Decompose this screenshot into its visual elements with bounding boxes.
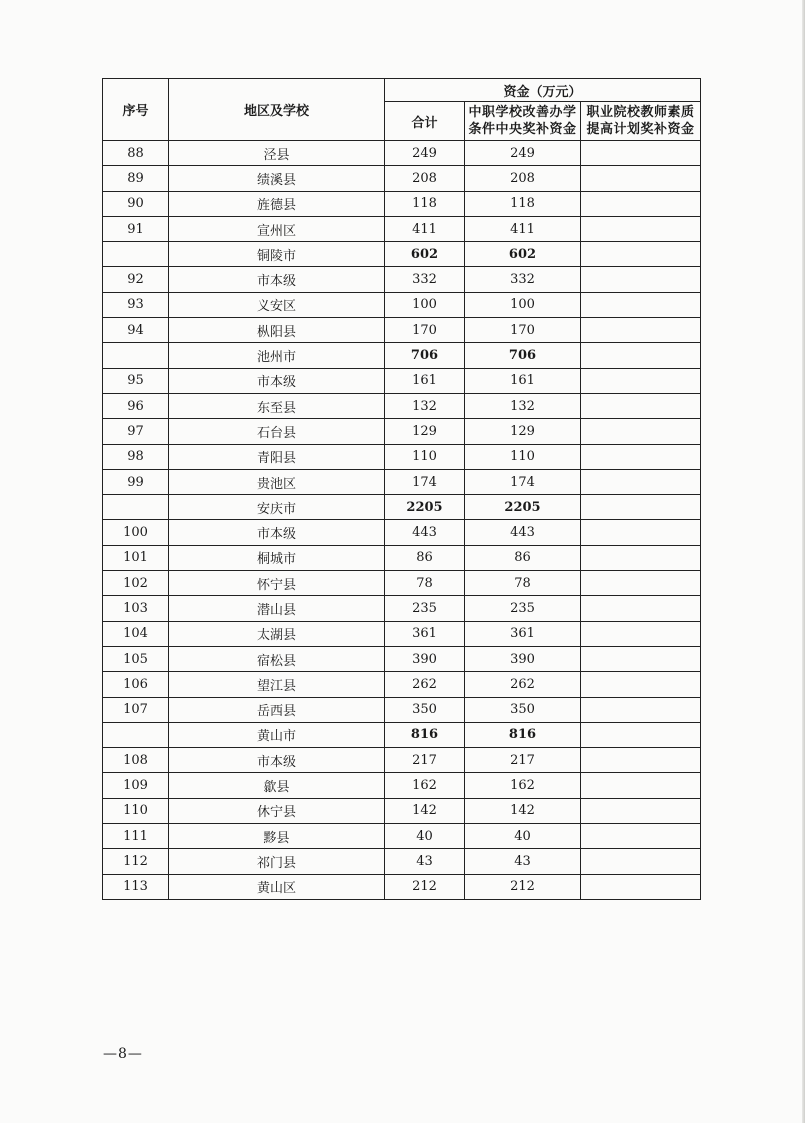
cell-school-name: 岳西县	[169, 697, 385, 722]
cell-central-award: 100	[465, 292, 581, 317]
cell-teacher-award	[581, 520, 701, 545]
cell-seq: 88	[103, 141, 169, 166]
cell-seq	[103, 722, 169, 747]
cell-total: 350	[385, 697, 465, 722]
cell-total: 816	[385, 722, 465, 747]
cell-school-name: 怀宁县	[169, 571, 385, 596]
cell-seq: 111	[103, 824, 169, 849]
table-row	[103, 469, 701, 494]
cell-central-award: 816	[465, 722, 581, 747]
table-row	[103, 368, 701, 393]
table-row	[103, 216, 701, 241]
cell-central-award: 208	[465, 166, 581, 191]
table-row	[103, 798, 701, 823]
cell-central-award: 390	[465, 646, 581, 671]
cell-central-award: 235	[465, 596, 581, 621]
cell-central-award: 2205	[465, 495, 581, 520]
cell-school-name: 绩溪县	[169, 166, 385, 191]
cell-school-name: 石台县	[169, 419, 385, 444]
cell-school-name: 望江县	[169, 672, 385, 697]
cell-teacher-award	[581, 621, 701, 646]
table-row	[103, 444, 701, 469]
cell-teacher-award	[581, 824, 701, 849]
table-body	[103, 141, 701, 900]
cell-teacher-award	[581, 798, 701, 823]
cell-school-name: 青阳县	[169, 444, 385, 469]
cell-teacher-award	[581, 368, 701, 393]
funding-table	[102, 78, 701, 900]
cell-teacher-award	[581, 216, 701, 241]
cell-teacher-award	[581, 267, 701, 292]
cell-total: 443	[385, 520, 465, 545]
cell-city-name: 铜陵市	[169, 242, 385, 267]
cell-total: 235	[385, 596, 465, 621]
cell-teacher-award	[581, 596, 701, 621]
cell-teacher-award	[581, 874, 701, 899]
cell-total: 390	[385, 646, 465, 671]
header-teacher-award: 职业院校教师素质提高计划奖补资金	[581, 102, 701, 141]
header-total: 合计	[385, 102, 465, 141]
cell-city-name: 黄山市	[169, 722, 385, 747]
table-row	[103, 571, 701, 596]
cell-seq: 103	[103, 596, 169, 621]
cell-seq: 105	[103, 646, 169, 671]
cell-school-name: 贵池区	[169, 469, 385, 494]
cell-central-award: 217	[465, 748, 581, 773]
cell-teacher-award	[581, 191, 701, 216]
header-central-award: 中职学校改善办学条件中央奖补资金	[465, 102, 581, 141]
cell-school-name: 黟县	[169, 824, 385, 849]
cell-seq: 89	[103, 166, 169, 191]
cell-central-award: 411	[465, 216, 581, 241]
cell-total: 132	[385, 393, 465, 418]
table-row	[103, 141, 701, 166]
cell-seq: 102	[103, 571, 169, 596]
cell-central-award: 706	[465, 343, 581, 368]
cell-seq: 93	[103, 292, 169, 317]
cell-total: 212	[385, 874, 465, 899]
cell-total: 249	[385, 141, 465, 166]
cell-school-name: 市本级	[169, 748, 385, 773]
cell-central-award: 129	[465, 419, 581, 444]
cell-teacher-award	[581, 748, 701, 773]
cell-seq: 101	[103, 545, 169, 570]
cell-teacher-award	[581, 773, 701, 798]
cell-teacher-award	[581, 672, 701, 697]
cell-seq: 112	[103, 849, 169, 874]
cell-teacher-award	[581, 242, 701, 267]
cell-central-award: 118	[465, 191, 581, 216]
cell-school-name: 宿松县	[169, 646, 385, 671]
cell-central-award: 174	[465, 469, 581, 494]
cell-central-award: 262	[465, 672, 581, 697]
table-row	[103, 646, 701, 671]
header-seq: 序号	[103, 79, 169, 141]
city-subtotal-row	[103, 242, 701, 267]
cell-total: 40	[385, 824, 465, 849]
cell-central-award: 43	[465, 849, 581, 874]
cell-total: 43	[385, 849, 465, 874]
cell-central-award: 249	[465, 141, 581, 166]
cell-central-award: 132	[465, 393, 581, 418]
table-row	[103, 874, 701, 899]
cell-teacher-award	[581, 722, 701, 747]
cell-total: 208	[385, 166, 465, 191]
cell-central-award: 602	[465, 242, 581, 267]
cell-seq: 92	[103, 267, 169, 292]
table-row	[103, 520, 701, 545]
table-row	[103, 419, 701, 444]
cell-total: 2205	[385, 495, 465, 520]
cell-central-award: 110	[465, 444, 581, 469]
cell-teacher-award	[581, 166, 701, 191]
cell-total: 411	[385, 216, 465, 241]
cell-teacher-award	[581, 646, 701, 671]
cell-seq: 99	[103, 469, 169, 494]
table-row	[103, 748, 701, 773]
cell-total: 217	[385, 748, 465, 773]
cell-central-award: 170	[465, 318, 581, 343]
cell-school-name: 太湖县	[169, 621, 385, 646]
cell-city-name: 池州市	[169, 343, 385, 368]
table-row	[103, 621, 701, 646]
table-row	[103, 697, 701, 722]
cell-central-award: 78	[465, 571, 581, 596]
cell-teacher-award	[581, 469, 701, 494]
cell-school-name: 宣州区	[169, 216, 385, 241]
cell-total: 170	[385, 318, 465, 343]
cell-seq	[103, 495, 169, 520]
cell-seq: 106	[103, 672, 169, 697]
cell-teacher-award	[581, 318, 701, 343]
cell-seq: 113	[103, 874, 169, 899]
cell-school-name: 潜山县	[169, 596, 385, 621]
cell-total: 706	[385, 343, 465, 368]
cell-teacher-award	[581, 849, 701, 874]
cell-total: 129	[385, 419, 465, 444]
cell-seq: 95	[103, 368, 169, 393]
header-funds: 资金（万元）	[385, 79, 701, 102]
cell-teacher-award	[581, 393, 701, 418]
cell-total: 174	[385, 469, 465, 494]
cell-seq: 110	[103, 798, 169, 823]
cell-seq: 97	[103, 419, 169, 444]
cell-teacher-award	[581, 419, 701, 444]
table-row	[103, 393, 701, 418]
header-region-school: 地区及学校	[169, 79, 385, 141]
cell-teacher-award	[581, 697, 701, 722]
cell-seq: 107	[103, 697, 169, 722]
cell-central-award: 332	[465, 267, 581, 292]
cell-school-name: 泾县	[169, 141, 385, 166]
cell-total: 142	[385, 798, 465, 823]
cell-school-name: 义安区	[169, 292, 385, 317]
cell-school-name: 旌德县	[169, 191, 385, 216]
cell-school-name: 市本级	[169, 520, 385, 545]
city-subtotal-row	[103, 343, 701, 368]
cell-total: 161	[385, 368, 465, 393]
cell-total: 361	[385, 621, 465, 646]
table-row	[103, 545, 701, 570]
cell-school-name: 市本级	[169, 267, 385, 292]
cell-school-name: 休宁县	[169, 798, 385, 823]
cell-central-award: 86	[465, 545, 581, 570]
cell-seq: 98	[103, 444, 169, 469]
cell-seq: 109	[103, 773, 169, 798]
cell-school-name: 祁门县	[169, 849, 385, 874]
page-number: —8—	[103, 1046, 143, 1062]
cell-seq	[103, 343, 169, 368]
cell-teacher-award	[581, 141, 701, 166]
cell-central-award: 142	[465, 798, 581, 823]
cell-central-award: 162	[465, 773, 581, 798]
table-row	[103, 596, 701, 621]
cell-city-name: 安庆市	[169, 495, 385, 520]
cell-school-name: 东至县	[169, 393, 385, 418]
cell-school-name: 黄山区	[169, 874, 385, 899]
cell-seq: 104	[103, 621, 169, 646]
cell-total: 100	[385, 292, 465, 317]
cell-seq: 91	[103, 216, 169, 241]
cell-seq: 94	[103, 318, 169, 343]
table-row	[103, 292, 701, 317]
table-row	[103, 773, 701, 798]
table-row	[103, 824, 701, 849]
cell-seq: 100	[103, 520, 169, 545]
cell-seq: 90	[103, 191, 169, 216]
cell-central-award: 443	[465, 520, 581, 545]
cell-teacher-award	[581, 292, 701, 317]
city-subtotal-row	[103, 722, 701, 747]
cell-central-award: 161	[465, 368, 581, 393]
cell-central-award: 350	[465, 697, 581, 722]
cell-school-name: 市本级	[169, 368, 385, 393]
table-row	[103, 166, 701, 191]
cell-seq: 108	[103, 748, 169, 773]
cell-seq: 96	[103, 393, 169, 418]
cell-teacher-award	[581, 444, 701, 469]
cell-teacher-award	[581, 343, 701, 368]
cell-total: 78	[385, 571, 465, 596]
table-row	[103, 267, 701, 292]
table-row	[103, 672, 701, 697]
cell-total: 86	[385, 545, 465, 570]
cell-teacher-award	[581, 545, 701, 570]
cell-total: 332	[385, 267, 465, 292]
cell-total: 602	[385, 242, 465, 267]
city-subtotal-row	[103, 495, 701, 520]
cell-total: 262	[385, 672, 465, 697]
cell-central-award: 40	[465, 824, 581, 849]
cell-total: 118	[385, 191, 465, 216]
cell-central-award: 361	[465, 621, 581, 646]
cell-total: 162	[385, 773, 465, 798]
header-row-1	[103, 79, 701, 102]
table-row	[103, 191, 701, 216]
cell-teacher-award	[581, 571, 701, 596]
table-row	[103, 318, 701, 343]
cell-central-award: 212	[465, 874, 581, 899]
cell-total: 110	[385, 444, 465, 469]
cell-teacher-award	[581, 495, 701, 520]
table-row	[103, 849, 701, 874]
cell-school-name: 歙县	[169, 773, 385, 798]
cell-school-name: 枞阳县	[169, 318, 385, 343]
cell-school-name: 桐城市	[169, 545, 385, 570]
cell-seq	[103, 242, 169, 267]
